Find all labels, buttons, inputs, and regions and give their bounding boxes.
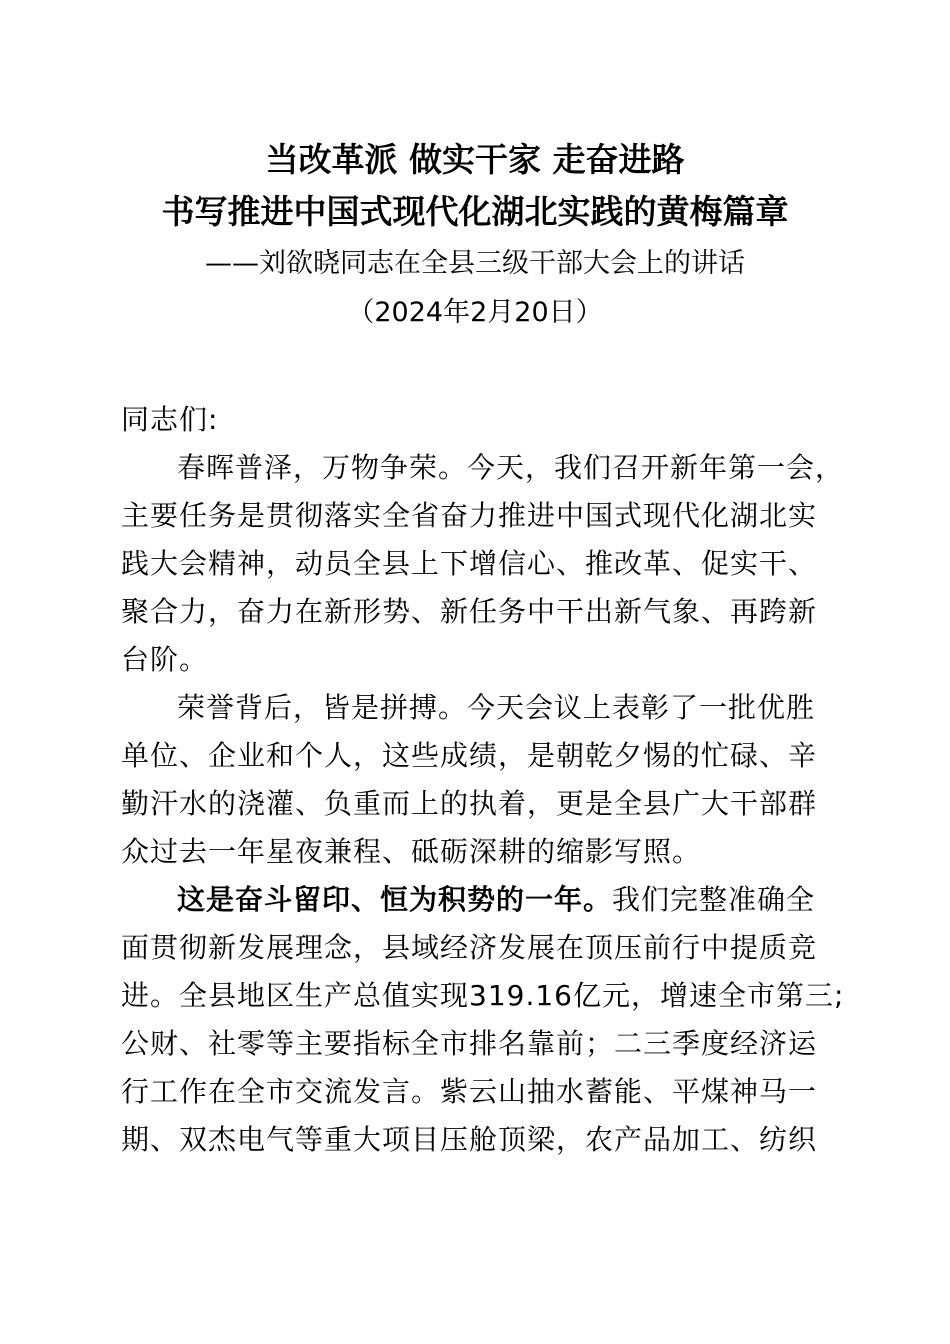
paragraph-3-lead-bold: 这是奋斗留印、恒为积势的一年。 (177, 883, 613, 916)
paragraph-1-line-4: 聚合力，奋力在新形势、新任务中干出新气象、再跨新 (121, 595, 818, 628)
paragraph-1-line-2: 主要任务是贯彻落实全省奋力推进中国式现代化湖北实 (121, 499, 818, 532)
subtitle-date: （2024年2月20日） (347, 297, 603, 328)
salutation: 同志们: (121, 403, 219, 436)
title-line-1: 当改革派 做实干家 走奋进路 (265, 140, 685, 179)
paragraph-2-line-2: 单位、企业和个人，这些成绩，是朝乾夕惕的忙碌、辛 (121, 739, 818, 772)
paragraph-1-line-1: 春晖普泽，万物争荣。今天，我们召开新年第一会， (177, 451, 845, 484)
paragraph-3-line-5: 行工作在全市交流发言。紫云山抽水蓄能、平煤神马一 (121, 1075, 818, 1108)
paragraph-1-line-3: 践大会精神，动员全县上下增信心、推改革、促实干、 (121, 547, 818, 580)
paragraph-2-line-3: 勤汗水的浇灌、负重而上的执着，更是全县广大干部群 (121, 787, 818, 820)
subtitle-speaker: ——刘欲晓同志在全县三级干部大会上的讲话 (205, 248, 745, 279)
paragraph-3-line-2: 面贯彻新发展理念，县域经济发展在顶压前行中提质竞 (121, 931, 818, 964)
document-body (121, 396, 845, 1164)
paragraph-3-line-1 (121, 876, 841, 924)
paragraph-3-lead-rest: 我们完整准确全 (612, 883, 816, 916)
paragraph-1-line-5: 台阶。 (121, 643, 209, 676)
paragraph-2-line-4: 众过去一年星夜兼程、砥砺深耕的缩影写照。 (121, 835, 702, 868)
title-line-2: 书写推进中国式现代化湖北实践的黄梅篇章 (161, 192, 789, 231)
paragraph-3-line-3: 进。全县地区生产总值实现319.16亿元，增速全市第三; (121, 979, 845, 1012)
paragraph-2-line-1: 荣誉背后，皆是拼搏。今天会议上表彰了一批优胜 (177, 691, 816, 724)
paragraph-3-line-4: 公财、社零等主要指标全市排名靠前；二三季度经济运 (121, 1027, 818, 1060)
paragraph-3-line-6: 期、双杰电气等重大项目压舱顶梁，农产品加工、纺织 (121, 1123, 818, 1156)
